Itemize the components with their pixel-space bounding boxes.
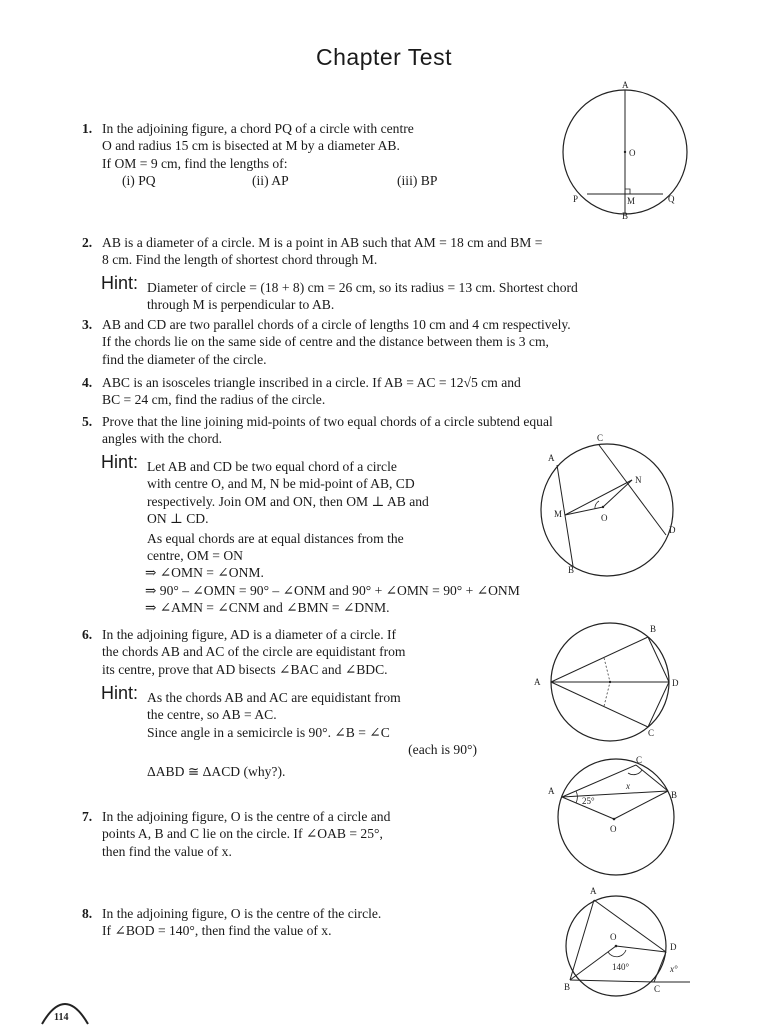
hint-label: Hint: xyxy=(101,452,139,472)
label-c: C xyxy=(597,433,604,443)
label-a: A xyxy=(534,677,541,687)
question-line: O and radius 15 cm is bisected at M by a diameter AB. xyxy=(102,138,400,154)
hint-line: with centre O, and M, N be mid-point of AB, CD xyxy=(147,476,415,492)
question-number: 8. xyxy=(82,906,93,921)
question-2 xyxy=(82,234,702,269)
option-ii: (ii) AP xyxy=(252,173,289,189)
label-d: D xyxy=(670,942,677,952)
question-number: 6. xyxy=(82,627,93,642)
question-line: In the adjoining figure, O is the centre of the circle. xyxy=(102,906,382,921)
question-line: points A, B and C lie on the circle. If ∠OAB = 25°, xyxy=(102,826,383,842)
label-b: B xyxy=(671,790,678,800)
question-line: If OM = 9 cm, find the lengths of: xyxy=(102,155,288,171)
hint-label: Hint: xyxy=(101,683,139,703)
label-a: A xyxy=(548,786,555,796)
question-number: 4. xyxy=(82,375,93,390)
label-c: C xyxy=(636,755,643,765)
label-b: B xyxy=(622,211,629,221)
figure-q8 xyxy=(550,880,700,1000)
label-o: O xyxy=(610,824,617,834)
label-angle: 140° xyxy=(612,962,630,972)
label-a: A xyxy=(622,80,629,90)
hint-line: through M is perpendicular to AB. xyxy=(147,297,335,313)
hint-line: Since angle in a semicircle is 90°. ∠B = ∠C xyxy=(147,724,390,740)
hint-line: ΔABD ≅ ΔACD (why?). xyxy=(147,763,286,779)
hint-line: Let AB and CD be two equal chord of a circle xyxy=(147,459,397,474)
label-angle: 25° xyxy=(582,796,595,806)
options-row xyxy=(102,172,502,189)
figure-q7 xyxy=(540,755,690,875)
question-line: 8 cm. Find the length of shortest chord through M. xyxy=(102,252,378,268)
page-number: 114 xyxy=(54,1012,69,1023)
label-b: B xyxy=(568,565,575,575)
label-o: O xyxy=(610,932,617,942)
hint-line: the centre, so AB = AC. xyxy=(147,707,277,723)
question-line: then find the value of x. xyxy=(102,843,232,859)
hint-line: ⇒ ∠AMN = ∠CNM and ∠BMN = ∠DNM. xyxy=(145,600,390,616)
label-d: D xyxy=(672,678,679,688)
label-o: O xyxy=(601,513,608,523)
question-number: 7. xyxy=(82,809,93,824)
figure-q1 xyxy=(560,80,690,225)
figure-q6 xyxy=(530,620,690,750)
question-line: In the adjoining figure, O is the centre of a circle and xyxy=(102,809,391,824)
label-c: C xyxy=(654,984,661,994)
question-6 xyxy=(82,626,502,678)
question-line: find the diameter of the circle. xyxy=(102,351,267,367)
question-line: BC = 24 cm, find the radius of the circle. xyxy=(102,392,326,408)
question-line: Prove that the line joining mid-points of two equal chords of a circle subtend equal xyxy=(102,414,553,429)
question-line: angles with the chord. xyxy=(102,431,223,447)
question-line: AB and CD are two parallel chords of a circle of lengths 10 cm and 4 cm respectively. xyxy=(102,317,571,332)
hint-line: ON ⊥ CD. xyxy=(147,511,209,527)
hint-line: (each is 90°) xyxy=(408,742,477,758)
hint-line: ⇒ 90° – ∠OMN = 90° – ∠ONM and 90° + ∠OMN = 90° + ∠ONM xyxy=(145,582,520,598)
hint-q6 xyxy=(101,683,477,780)
question-line: If the chords lie on the same side of centre and the distance between them is 3 cm, xyxy=(102,334,549,350)
label-n: N xyxy=(635,475,642,485)
question-line: AB is a diameter of a circle. M is a point in AB such that AM = 18 cm and BM = xyxy=(102,235,543,250)
question-1 xyxy=(82,120,502,190)
hint-line: ⇒ ∠OMN = ∠ONM. xyxy=(145,565,264,581)
question-number: 5. xyxy=(82,414,93,429)
hint-label: Hint: xyxy=(101,273,139,293)
question-number: 2. xyxy=(82,235,93,250)
label-x: x° xyxy=(670,964,678,974)
page-number-badge xyxy=(40,988,90,1028)
label-b: B xyxy=(650,624,657,634)
question-3 xyxy=(82,316,702,368)
hint-line: respectively. Join OM and ON, then OM ⊥ AB and xyxy=(147,493,429,509)
label-c: C xyxy=(648,728,655,738)
question-number: 1. xyxy=(82,121,93,136)
label-b: B xyxy=(564,982,571,992)
hint-line: centre, OM = ON xyxy=(147,548,243,564)
question-line: If ∠BOD = 140°, then find the value of x. xyxy=(102,923,332,939)
label-d: D xyxy=(669,525,676,535)
question-line: In the adjoining figure, AD is a diameter of a circle. If xyxy=(102,627,397,642)
question-8 xyxy=(82,905,502,940)
label-p: P xyxy=(573,194,579,204)
question-line: its centre, prove that AD bisects ∠BAC and ∠BDC. xyxy=(102,661,388,677)
question-line: ABC is an isosceles triangle inscribed in a circle. If AB = AC = 12√5 cm and xyxy=(102,375,521,390)
page-title: Chapter Test xyxy=(316,44,452,70)
question-number: 3. xyxy=(82,317,93,332)
label-a: A xyxy=(548,453,555,463)
figure-q5 xyxy=(535,435,685,575)
hint-line: As the chords AB and AC are equidistant from xyxy=(147,690,401,705)
label-x: x xyxy=(626,781,630,791)
question-line: the chords AB and AC of the circle are equidistant from xyxy=(102,644,406,660)
label-o: O xyxy=(629,148,636,158)
label-a: A xyxy=(590,886,597,896)
label-m: M xyxy=(554,509,563,519)
hint-line: As equal chords are at equal distances from the xyxy=(147,530,404,546)
option-i: (i) PQ xyxy=(122,173,156,189)
option-iii: (iii) BP xyxy=(397,173,438,189)
question-line: In the adjoining figure, a chord PQ of a circle with centre xyxy=(102,121,414,136)
label-q: Q xyxy=(668,194,675,204)
hint-line: Diameter of circle = (18 + 8) cm = 26 cm, so its radius = 13 cm. Shortest chord xyxy=(147,280,578,295)
question-7 xyxy=(82,808,502,860)
hint-q2 xyxy=(101,273,707,314)
label-m: M xyxy=(627,196,636,206)
question-4 xyxy=(82,374,702,409)
